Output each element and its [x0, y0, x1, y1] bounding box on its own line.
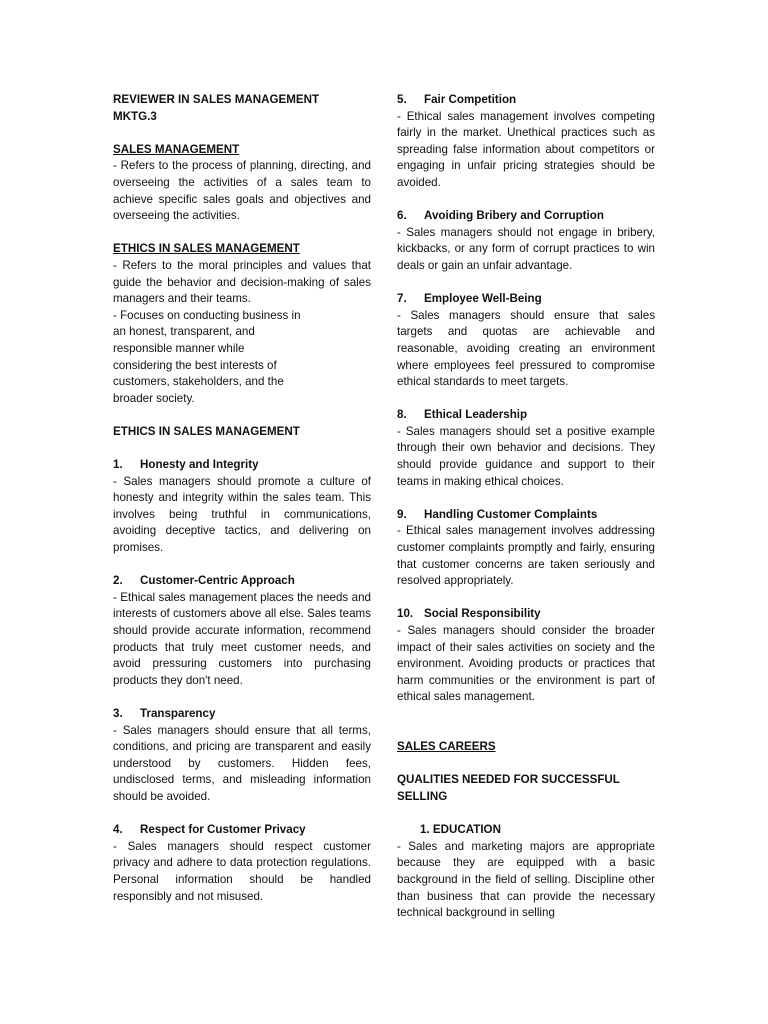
document-header	[113, 92, 371, 125]
item-text: - Ethical sales management places the needs and interests of customers above all else. Sales teams should provide accurate information, recommend products that truly meet customer needs, and avoid pressuring customers into purchasing products they don't need.	[113, 590, 371, 687]
item-text: - Sales managers should ensure that sales targets and quotas are achievable and reasonable, avoiding creating an environment where employees feel pressured to compromise ethical standards to meet targets.	[397, 308, 655, 389]
education-text: - Sales and marketing majors are appropriate because they are equipped with a basic background in the field of selling. Discipline other than business that can provide the necessary technical background in selling	[397, 839, 655, 920]
item-number: 9.	[397, 507, 407, 521]
item-title: Respect for Customer Privacy	[140, 823, 306, 837]
item-number: 2.	[113, 574, 123, 588]
spacer	[397, 723, 655, 740]
section-ethics-definition	[113, 241, 371, 407]
focus-line: considering the best interests of	[113, 358, 277, 372]
item-number: 10.	[397, 607, 414, 621]
item-title: Avoiding Bribery and Corruption	[424, 209, 604, 223]
focus-line: responsible manner while	[113, 341, 245, 355]
course-code: MKTG.3	[113, 109, 157, 123]
item-number: 1.	[113, 458, 123, 472]
item-text: - Ethical sales management involves addressing customer complaints promptly and fairly, ensuring that customer concerns are taken seriously and resolved appropriately.	[397, 524, 655, 588]
section-title: ETHICS IN SALES MANAGEMENT	[113, 242, 300, 256]
section-sales-management	[113, 142, 371, 225]
item-title: Ethical Leadership	[424, 408, 528, 422]
item-title: Honesty and Integrity	[140, 458, 259, 472]
item-number: 3.	[113, 706, 123, 720]
item-title: Handling Customer Complaints	[424, 507, 598, 521]
item-number: 5.	[397, 93, 407, 106]
ethics-item	[113, 822, 371, 905]
focus-line: customers, stakeholders, and the	[113, 375, 284, 389]
ethics-item	[397, 507, 655, 590]
item-text: - Sales managers should consider the broader impact of their sales activities on society and the environment. Avoiding products or practices that harm communities or the environment is part of ethical sales management.	[397, 624, 655, 704]
ethics-item	[397, 92, 655, 192]
ethics-item	[113, 457, 371, 557]
item-text: - Sales managers should set a positive example through their own behavior and decisions. They should provide guidance and support to their teams in making ethical choices.	[397, 424, 655, 488]
qualities-title: QUALITIES NEEDED FOR SUCCESSFUL SELLING	[397, 773, 620, 803]
item-text: - Ethical sales management involves competing fairly in the market. Unethical practices such as spreading false information about competitors or engaging in unfair pricing strategies should be avoided.	[397, 109, 655, 189]
item-number: 4.	[113, 823, 123, 837]
ethics-list-title: ETHICS IN SALES MANAGEMENT	[113, 424, 300, 438]
section-title: SALES MANAGEMENT	[113, 142, 240, 156]
focus-line: an honest, transparent, and	[113, 325, 255, 339]
ethics-item	[397, 208, 655, 274]
section-text: - Refers to the process of planning, directing, and overseeing the activities of a sales team to achieve specific sales goals and objectives and overseeing the activities.	[113, 159, 371, 223]
item-title: Customer-Centric Approach	[140, 574, 295, 588]
focus-line: broader society.	[113, 391, 195, 405]
ethics-item	[397, 606, 655, 706]
item-text: - Sales managers should not engage in bribery, kickbacks, or any form of corrupt practices to win deals or gain an unfair advantage.	[397, 225, 655, 272]
item-text: - Sales managers should ensure that all terms, conditions, and pricing are transparent and easily understood by customers. Hidden fees, undisclosed terms, and misleading information should be avoided.	[113, 723, 371, 803]
ethics-item	[397, 291, 655, 391]
ethics-item	[113, 706, 371, 806]
education-title: 1. EDUCATION	[420, 823, 501, 837]
item-text: - Sales managers should promote a culture of honesty and integrity within the sales team. This involves being truthful in communications, avoiding deceptive tactics, and delivering on promises.	[113, 474, 371, 555]
item-title: Social Responsibility	[424, 607, 541, 621]
sales-careers-title: SALES CAREERS	[397, 740, 496, 754]
education-section	[397, 822, 655, 922]
item-number: 6.	[397, 209, 407, 223]
item-text: - Sales managers should respect customer privacy and adhere to data protection regulations. Personal information should be handled responsibly and not misused.	[113, 839, 371, 903]
right-column	[397, 92, 655, 922]
focus-line: - Focuses on conducting business in	[113, 308, 301, 322]
ethics-item	[397, 407, 655, 490]
document-title: REVIEWER IN SALES MANAGEMENT	[113, 93, 320, 106]
item-title: Employee Well-Being	[424, 292, 542, 306]
section-text: - Refers to the moral principles and values that guide the behavior and decision-making of sales managers and their teams.	[113, 258, 371, 306]
item-number: 8.	[397, 408, 407, 422]
item-title: Fair Competition	[424, 93, 517, 106]
ethics-item	[113, 573, 371, 689]
left-column	[113, 92, 371, 922]
item-title: Transparency	[140, 706, 216, 720]
item-number: 7.	[397, 292, 407, 306]
